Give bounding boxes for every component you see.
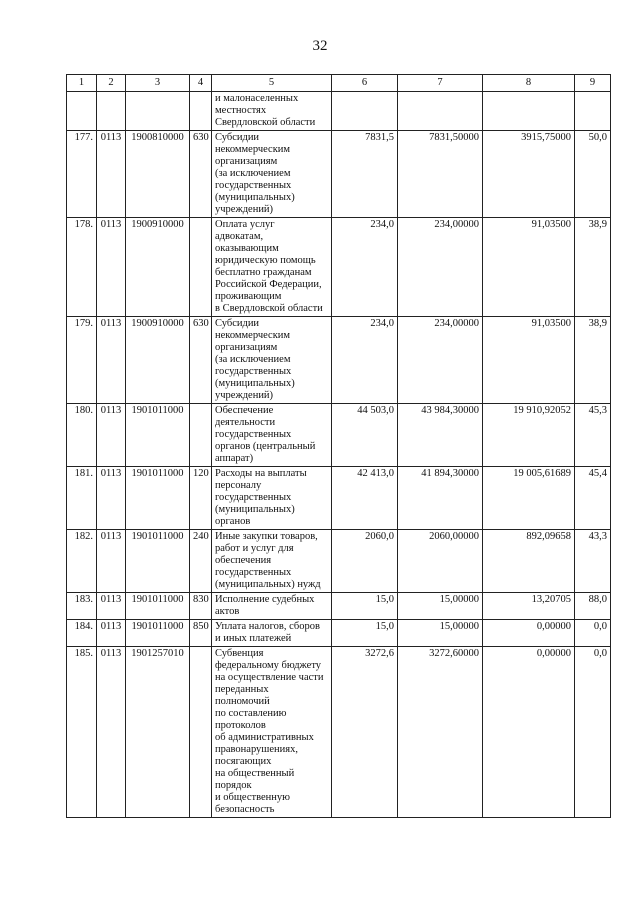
execution-percent: 88,0 xyxy=(575,593,611,620)
expense-kind xyxy=(190,92,212,131)
executed-amount: 19 005,61689 xyxy=(483,467,575,530)
row-number: 182. xyxy=(67,530,97,593)
target-item-code: 1901011000 xyxy=(126,530,190,593)
table-row xyxy=(67,317,611,404)
row-number: 184. xyxy=(67,620,97,647)
column-header: 6 xyxy=(332,75,398,92)
expense-kind xyxy=(190,404,212,467)
target-item-code: 1901011000 xyxy=(126,620,190,647)
column-header: 7 xyxy=(398,75,483,92)
execution-percent xyxy=(575,92,611,131)
execution-percent: 43,3 xyxy=(575,530,611,593)
row-number: 179. xyxy=(67,317,97,404)
execution-percent: 38,9 xyxy=(575,218,611,317)
executed-amount: 91,03500 xyxy=(483,317,575,404)
column-header: 2 xyxy=(97,75,126,92)
executed-amount: 13,20705 xyxy=(483,593,575,620)
row-number: 180. xyxy=(67,404,97,467)
item-name: Обеспечение деятельности государственных органов (центральный аппарат) xyxy=(212,404,332,467)
target-item-code: 1901257010 xyxy=(126,647,190,818)
approved-amount: 41 894,30000 xyxy=(398,467,483,530)
row-number xyxy=(67,92,97,131)
target-item-code: 1900910000 xyxy=(126,218,190,317)
section-code: 0113 xyxy=(97,593,126,620)
plan-amount: 42 413,0 xyxy=(332,467,398,530)
expense-kind: 830 xyxy=(190,593,212,620)
table-row xyxy=(67,647,611,818)
row-number: 178. xyxy=(67,218,97,317)
plan-amount xyxy=(332,92,398,131)
execution-percent: 45,4 xyxy=(575,467,611,530)
approved-amount: 15,00000 xyxy=(398,593,483,620)
execution-percent: 0,0 xyxy=(575,620,611,647)
row-number: 183. xyxy=(67,593,97,620)
expense-kind: 630 xyxy=(190,317,212,404)
row-number: 185. xyxy=(67,647,97,818)
row-number: 181. xyxy=(67,467,97,530)
item-name: Субсидии некоммерческим организациям (за исключением государственных (муниципальных) учреждений) xyxy=(212,131,332,218)
table-header-row xyxy=(67,75,611,92)
executed-amount: 19 910,92052 xyxy=(483,404,575,467)
item-name: Оплата услуг адвокатам, оказывающим юридическую помощь бесплатно гражданам Российской Федерации, проживающим в Свердловской области xyxy=(212,218,332,317)
execution-percent: 50,0 xyxy=(575,131,611,218)
plan-amount: 15,0 xyxy=(332,620,398,647)
table-row xyxy=(67,131,611,218)
expense-kind xyxy=(190,647,212,818)
item-name: Субсидии некоммерческим организациям (за исключением государственных (муниципальных) учреждений) xyxy=(212,317,332,404)
plan-amount: 234,0 xyxy=(332,218,398,317)
approved-amount: 43 984,30000 xyxy=(398,404,483,467)
execution-percent: 0,0 xyxy=(575,647,611,818)
target-item-code: 1901011000 xyxy=(126,593,190,620)
item-name: Иные закупки товаров, работ и услуг для обеспечения государственных (муниципальных) нужд xyxy=(212,530,332,593)
budget-table xyxy=(66,74,611,818)
executed-amount xyxy=(483,92,575,131)
section-code: 0113 xyxy=(97,647,126,818)
execution-percent: 45,3 xyxy=(575,404,611,467)
column-header: 3 xyxy=(126,75,190,92)
item-name: Уплата налогов, сборов и иных платежей xyxy=(212,620,332,647)
plan-amount: 234,0 xyxy=(332,317,398,404)
column-header: 1 xyxy=(67,75,97,92)
target-item-code: 1900810000 xyxy=(126,131,190,218)
approved-amount: 2060,00000 xyxy=(398,530,483,593)
column-header: 4 xyxy=(190,75,212,92)
item-name: Расходы на выплаты персоналу государственных (муниципальных) органов xyxy=(212,467,332,530)
column-header: 8 xyxy=(483,75,575,92)
approved-amount: 234,00000 xyxy=(398,317,483,404)
approved-amount: 7831,50000 xyxy=(398,131,483,218)
table-row xyxy=(67,92,611,131)
section-code xyxy=(97,92,126,131)
column-header: 5 xyxy=(212,75,332,92)
table-row xyxy=(67,404,611,467)
expense-kind: 240 xyxy=(190,530,212,593)
table-row xyxy=(67,467,611,530)
target-item-code xyxy=(126,92,190,131)
row-number: 177. xyxy=(67,131,97,218)
target-item-code: 1901011000 xyxy=(126,404,190,467)
approved-amount: 234,00000 xyxy=(398,218,483,317)
executed-amount: 0,00000 xyxy=(483,647,575,818)
section-code: 0113 xyxy=(97,218,126,317)
section-code: 0113 xyxy=(97,530,126,593)
expense-kind: 850 xyxy=(190,620,212,647)
executed-amount: 0,00000 xyxy=(483,620,575,647)
column-header: 9 xyxy=(575,75,611,92)
execution-percent: 38,9 xyxy=(575,317,611,404)
section-code: 0113 xyxy=(97,317,126,404)
approved-amount xyxy=(398,92,483,131)
plan-amount: 15,0 xyxy=(332,593,398,620)
target-item-code: 1900910000 xyxy=(126,317,190,404)
plan-amount: 7831,5 xyxy=(332,131,398,218)
expense-kind: 120 xyxy=(190,467,212,530)
plan-amount: 44 503,0 xyxy=(332,404,398,467)
executed-amount: 3915,75000 xyxy=(483,131,575,218)
table-row xyxy=(67,593,611,620)
section-code: 0113 xyxy=(97,404,126,467)
item-name: и малонаселенных местностях Свердловской области xyxy=(212,92,332,131)
target-item-code: 1901011000 xyxy=(126,467,190,530)
table-row xyxy=(67,218,611,317)
item-name: Исполнение судебных актов xyxy=(212,593,332,620)
section-code: 0113 xyxy=(97,131,126,218)
expense-kind xyxy=(190,218,212,317)
plan-amount: 3272,6 xyxy=(332,647,398,818)
section-code: 0113 xyxy=(97,467,126,530)
section-code: 0113 xyxy=(97,620,126,647)
table-row xyxy=(67,530,611,593)
page-number: 32 xyxy=(312,38,328,54)
table-row xyxy=(67,620,611,647)
approved-amount: 3272,60000 xyxy=(398,647,483,818)
approved-amount: 15,00000 xyxy=(398,620,483,647)
expense-kind: 630 xyxy=(190,131,212,218)
item-name: Субвенция федеральному бюджету на осуществление части переданных полномочий по составлению протоколов об административных правонарушениях, посягающих на общественный порядок и общественную безопасность xyxy=(212,647,332,818)
executed-amount: 892,09658 xyxy=(483,530,575,593)
plan-amount: 2060,0 xyxy=(332,530,398,593)
executed-amount: 91,03500 xyxy=(483,218,575,317)
